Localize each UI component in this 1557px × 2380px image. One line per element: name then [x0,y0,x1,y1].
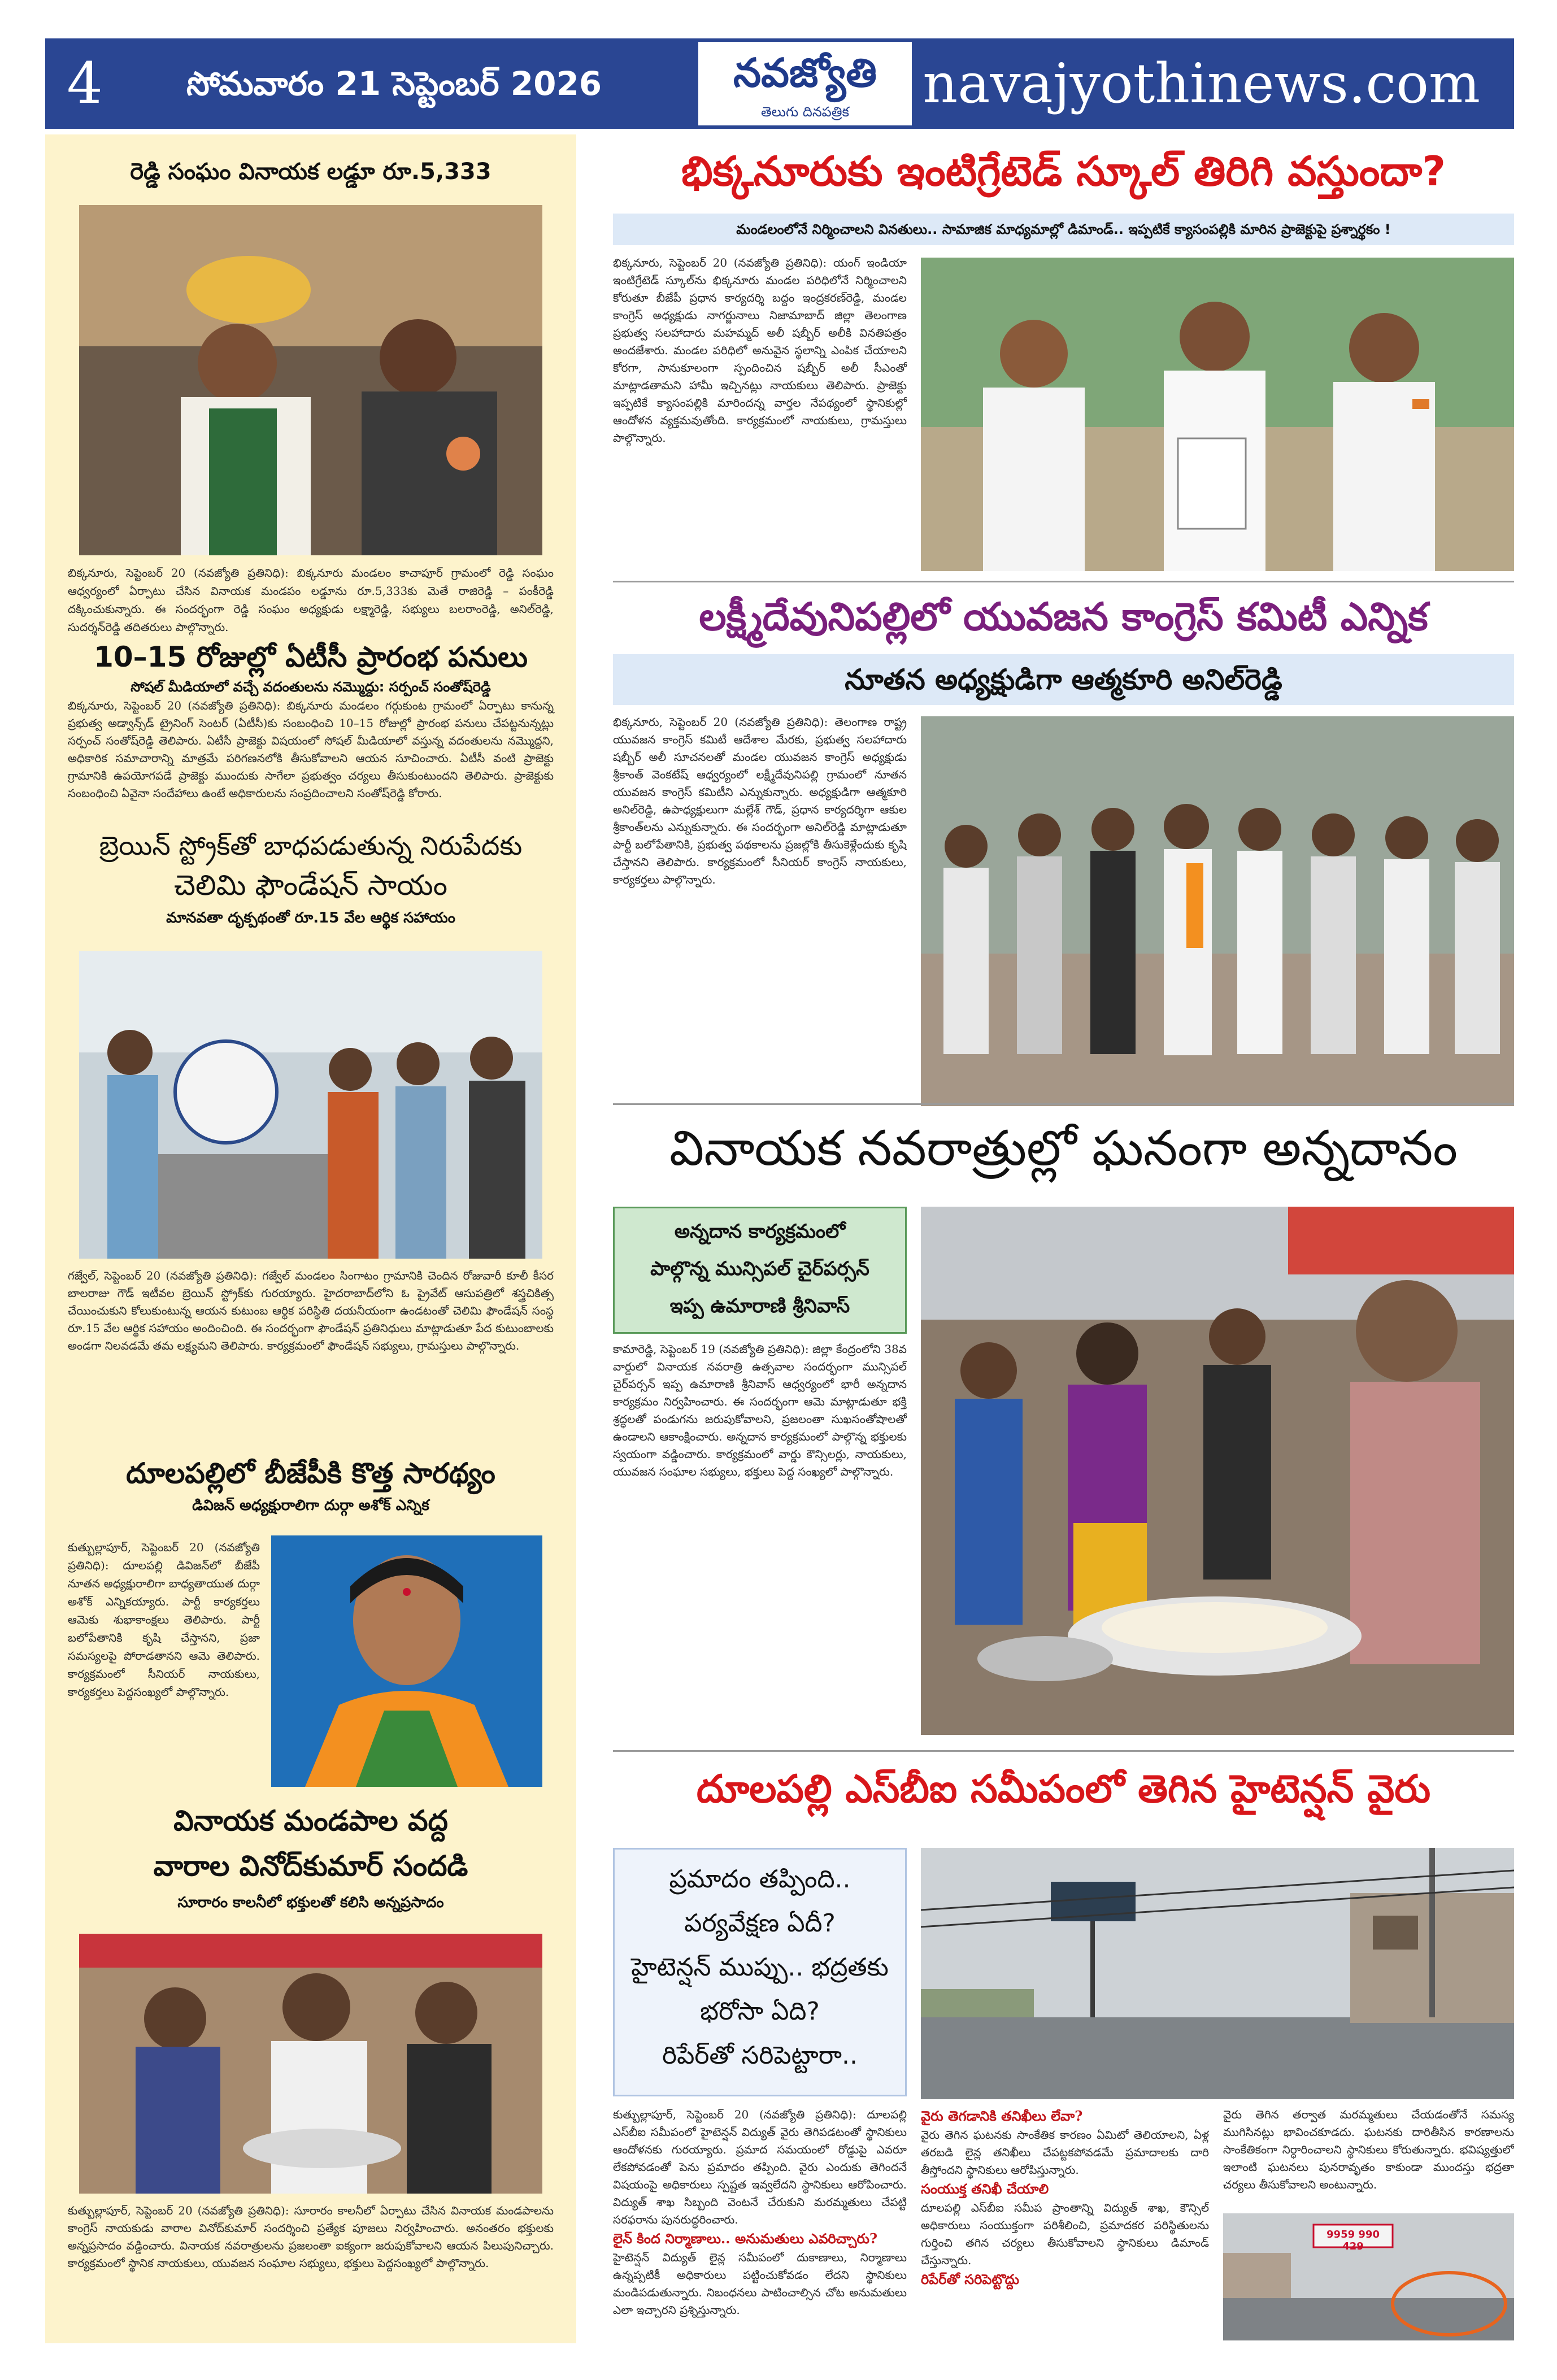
logo-tagline: తెలుగు దినపత్రిక [760,104,850,120]
question-box [613,1848,907,2096]
subhead: సూరారం కాలనీలో భక్తులతో కలిసి అన్నప్రసాదం [177,1894,444,1911]
photo-annadanam-serving [921,1207,1514,1735]
photo-committee-election [921,716,1514,1106]
story-body-part-2 [921,2106,1209,2338]
box-line-3: ఇప్ప ఉమారాణి శ్రీనివాస్ [669,1295,850,1317]
question-line-5: రిపేర్‌తో సరిపెట్టారా.. [662,2041,858,2070]
story-body: కుత్బుల్లాపూర్, సెప్టెంబర్ 20 (నవజ్యోతి ప్రతినిధి): సూరారం కాలనీలో ఏర్పాటు చేసిన వినాయక మండపాలను కాంగ్రెస్ నాయకుడు వారాల వినోద్‌కుమార్ సందర్శించి ప్రత్యేక పూజలు నిర్వహించారు. అనంతరం భక్తులకు అన్నప్రసాదం వడ్డించారు. వినాయక నవరాత్రులను ప్రజలంతా ఐక్యంగా జరుపుకోవాలని ఆయన పిలుపునిచ్చారు. కార్యక్రమంలో స్థానిక నాయకులు, యువజన సంఘాల సభ్యులు, భక్తులు పెద్దసంఖ్యలో పాల్గొన్నారు. [68,2204,554,2270]
body-paragraph: కుత్బుల్లాపూర్, సెప్టెంబర్ 20 (నవజ్యోతి ప్రతినిధి): దూలపల్లి ఎస్‌బీఐ సమీపంలో హైటెన్షన్ విద్యుత్ వైరు తెగిపడటంతో స్థానికులు ఆందోళనకు గురయ్యారు. ప్రమాద సమయంలో రోడ్డుపై ఎవరూ లేకపోవడంతో పెను ప్రమాదం తప్పింది. వైరు ఎందుకు తెగిందనే విషయంపై అధికారులు స్పష్టత ఇవ్వలేదని స్థానికులు ఆరోపించారు. విద్యుత్ శాఖ సిబ్బంది వెంటనే చేరుకుని మరమ్మతులు చేపట్టి సరఫరాను పునరుద్ధరించారు. [613,2108,907,2226]
photo-broken-wire-spot [1223,2213,1514,2340]
headline-annadanam: వినాయక నవరాత్రుల్లో ఘనంగా అన్నదానం [669,1120,1458,1177]
story-body: భిక్కనూరు, సెప్టెంబర్ 20 (నవజ్యోతి ప్రతినిధి): యంగ్ ఇండియా ఇంటిగ్రేటెడ్ స్కూల్‌ను భిక్కనూరు మండల పరిధిలోనే నిర్మించాలని కోరుతూ బీజేపీ ప్రధాన కార్యదర్శి బద్దం ఇంద్రకరణ్‌రెడ్డి, మండల కాంగ్రెస్ అధ్యక్షుడు నాగర్జునాలు నిజామాబాద్ జిల్లా తెలంగాణ ప్రభుత్వ సలహాదారు మహమ్మద్ అలీ షబ్బీర్ అలీకి వినతిపత్రం అందజేశారు. మండల పరిధిలో అనువైన స్థలాన్ని ఎంపిక చేయాలని కోరగా, సానుకూలంగా స్పందించిన షబ్బీర్ అలీ సీఎంతో మాట్లాడతామని హామీ ఇచ్చినట్లు నాయకులు తెలిపారు. ప్రాజెక్టు ఇప్పటికే క్యాసంపల్లికి మారిందన్న వార్తల నేపథ్యంలో స్థానికుల్లో ఆందోళన వ్యక్తమవుతోంది. కార్యక్రమంలో నాయకులు, గ్రామస్తులు పాల్గొన్నారు. [613,256,907,445]
headline-hightension-wire: దూలపల్లి ఎస్‌బీఐ సమీపంలో తెగిన హైటెన్షన్ వైరు [696,1767,1431,1812]
body-paragraph: హైటెన్షన్ విద్యుత్ లైన్ల సమీపంలో దుకాణాలు, నిర్మాణాలు ఉన్నప్పటికీ అధికారులు పట్టించుకోవడం లేదని స్థానికులు మండిపడుతున్నారు. నిబంధనలు పాటించాల్సిన చోట అనుమతులు ఎలా ఇచ్చారని ప్రశ్నిస్తున్నారు. [613,2251,907,2317]
box-line-2: పాల్గొన్న మున్సిపల్ చైర్‌పర్సన్ [650,1258,869,1280]
masthead [45,38,1514,129]
newspaper-logo [695,38,915,129]
issue-date: సోమవారం 21 సెప్టెంబర్ 2026 [186,64,602,103]
story-body: బిక్కనూరు, సెప్టెంబర్ 20 (నవజ్యోతి ప్రతినిధి): బిక్కనూరు మండలం కాచాపూర్ గ్రామంలో రెడ్డి సంఘం ఆధ్వర్యంలో ఏర్పాటు చేసిన వినాయక మండపం లడ్డూను రూ.5,333కు మెతే రాజిరెడ్డి – పంకీరెడ్డి దక్కించుకున్నారు. ఈ సందర్భంగా రెడ్డి సంఘం అధ్యక్షుడు లక్ష్మారెడ్డి, సభ్యులు బలరాంరెడ్డి, అనిల్‌రెడ్డి, సుదర్శన్‌రెడ్డి తదితరులు పాల్గొన్నారు. [68,566,554,634]
headline-line-2: చెలిమి ఫౌండేషన్ సాయం [174,869,447,902]
divider [613,581,1514,582]
body-paragraph: వైరు తెగిన ఘటనకు సాంకేతిక కారణం ఏమిటో తెలియాలని, ఏళ్ల తరబడి లైన్ల తనిఖీలు చేపట్టకపోవడమే ప్రమాదాలకు దారి తీస్తోందని స్థానికులు ఆరోపిస్తున్నారు. [921,2128,1209,2177]
page-number: 4 [67,50,103,116]
story-body: కుత్బుల్లాపూర్, సెప్టెంబర్ 20 (నవజ్యోతి ప్రతినిధి): దూలపల్లి డివిజన్‌లో బీజేపీ నూతన అధ్యక్షురాలిగా బాధ్యతాయుత దుర్గా అశోక్ ఎన్నికయ్యారు. పార్టీ కార్యకర్తలు ఆమెకు శుభాకాంక్షలు తెలిపారు. పార్టీ బలోపేతానికి కృషి చేస్తానని, ప్రజా సమస్యలపై పోరాడతానని ఆమె తెలిపారు. కార్యక్రమంలో సీనియర్ నాయకులు, కార్యకర్తలు పెద్దసంఖ్యలో పాల్గొన్నారు. [68,1541,260,1699]
subhead: సోషల్ మీడియాలో వచ్చే వదంతులను నమ్మొద్దు: సర్పంచ్ సంతోష్‌రెడ్డి [131,679,491,695]
subhead: మానవతా దృక్పథంతో రూ.15 వేల ఆర్థిక సహాయం [166,910,455,926]
annadanam-highlight-box [613,1207,907,1334]
website-url: navajyothinews.com [923,52,1480,115]
logo-title: నవజ్యోతి [733,50,877,96]
headline: దూలపల్లిలో బీజేపీకి కొత్త సారథ్యం [126,1457,495,1490]
subhead: డివిజన్ అధ్యక్షురాలిగా దుర్గా అశోక్ ఎన్నిక [192,1497,429,1514]
story-atc-works [68,637,554,802]
photo-road-hightension-line [921,1848,1514,2099]
subheading-inspections: వైరు తెగడానికి తనిఖీలు లేవా? [921,2108,1083,2124]
subheading-repair: రిపేర్‌తో సరిపెట్టొద్దు [921,2271,1020,2287]
headline: రెడ్డి సంఘం వినాయక లడ్డూ రూ.5,333 [130,159,492,185]
question-line-3: హైటెన్షన్ ముప్పు.. భద్రతకు [631,1953,889,1982]
headline-integrated-school: భిక్కనూరుకు ఇంటిగ్రేటెడ్ స్కూల్ తిరిగి వస్తుందా? [681,147,1446,195]
story-subhead-band: నూతన అధ్యక్షుడిగా ఆత్మకూరి అనిల్‌రెడ్డి [613,654,1514,705]
left-column [45,134,576,2343]
story-body-part-1 [613,2106,907,2338]
story-body: బిక్కనూరు, సెప్టెంబర్ 20 (నవజ్యోతి ప్రతినిధి): బిక్కనూరు మండలం గర్గుకుంట గ్రామంలో ఏర్పాటు కానున్న ప్రభుత్వ అడ్వాన్స్‌డ్ ట్రైనింగ్ సెంటర్ (ఏటీసీ)కు సంబంధించి 10–15 రోజుల్లో ప్రారంభ పనులు చేపట్టనున్నట్లు సర్పంచ్ సంతోష్‌రెడ్డి తెలిపారు. ఏటీసీ ప్రాజెక్టు విషయంలో సోషల్ మీడియాలో వస్తున్న వదంతులను నమ్మొద్దని, అధికారిక సమాచారాన్ని మాత్రమే పరిగణనలోకి తీసుకోవాలని ఆయన సూచించారు. ఏటీసీ వంటి ప్రాజెక్టు గ్రామానికి ఉపయోగపడే ప్రాజెక్టు ముందుకు సాగేలా ప్రభుత్వం చర్యలు తీసుకుంటుందని తెలిపారు. ప్రాజెక్టుకు సంబంధించి ఏవైనా సందేహాలు ఉంటే అధికారులను సంప్రదించాలని సంతోష్‌రెడ్డి కోరారు. [68,699,554,800]
question-line-1: ప్రమాదం తప్పింది.. [669,1865,851,1894]
right-column [613,134,1514,2343]
headline-line-2: వారాల వినోద్‌కుమార్ సందడి [153,1850,468,1882]
headline-line-1: వినాయక మండపాల వద్ద [173,1804,448,1837]
story-body: కామారెడ్డి, సెప్టెంబర్ 19 (నవజ్యోతి ప్రతినిధి): జిల్లా కేంద్రంలోని 38వ వార్డులో వినాయక నవరాత్రి ఉత్సవాల సందర్భంగా మున్సిపల్ చైర్‌పర్సన్ ఇప్ప ఉమారాణి శ్రీనివాస్ ఆధ్వర్యంలో భారీ అన్నదాన కార్యక్రమం నిర్వహించారు. ఈ సందర్భంగా ఆమె మాట్లాడుతూ భక్తి శ్రద్ధలతో పండుగను జరుపుకోవాలని, ప్రజలంతా సుఖసంతోషాలతో ఉండాలని ఆకాంక్షించారు. అన్నదాన కార్యక్రమంలో పాల్గొన్న భక్తులకు స్వయంగా వడ్డించారు. కార్యక్రమంలో వార్డు కౌన్సిలర్లు, నాయకులు, యువజన సంఘాల సభ్యులు, భక్తులు పెద్ద సంఖ్యలో పాల్గొన్నారు. [613,1342,907,1478]
story-vinod-kumar [68,1798,554,1917]
story-subhead-band: మండలంలోనే నిర్మించాలని వినతులు.. సామాజిక మాధ్యమాల్లో డిమాండ్.. ఇప్పటికే క్యాసంపల్లికి మారిన ప్రాజెక్టుపై ప్రశ్నార్థకం ! [613,214,1514,245]
photo-annaprasadam [79,1934,542,2194]
subheading-construction: లైన్ కింద నిర్మాణాలు.. అనుమతులు ఎవరిచ్చారు? [613,2230,878,2247]
box-line-1: అన్నదాన కార్యక్రమంలో [674,1220,846,1243]
divider [613,1750,1514,1752]
headline: 10–15 రోజుల్లో ఏటీసీ ప్రారంభ పనులు [94,641,528,673]
headline-line-1: బ్రెయిన్ స్ట్రోక్‌తో బాధపడుతున్న నిరుపేదకు [99,830,523,861]
headline-youth-congress: లక్ష్మీదేవునిపల్లిలో యువజన కాంగ్రెస్ కమిటీ ఎన్నిక [699,595,1428,639]
story-body: గజ్వేల్, సెప్టెంబర్ 20 (నవజ్యోతి ప్రతినిధి): గజ్వేల్ మండలం సింగాటం గ్రామానికి చెందిన రోజువారీ కూలీ కీసర బాలరాజు గౌడ్ ఇటీవల బ్రెయిన్ స్ట్రోక్‌కు గురయ్యారు. హైదరాబాద్‌లోని ఓ ప్రైవేట్ ఆసుపత్రిలో శస్త్రచికిత్స చేయించుకుని కోలుకుంటున్న ఆయన కుటుంబ ఆర్థిక పరిస్థితి దయనీయంగా ఉండటంతో చెలిమి ఫౌండేషన్ సంస్థ రూ.15 వేల ఆర్థిక సహాయం అందించింది. ఈ సందర్భంగా ఫౌండేషన్ ప్రతినిధులు మాట్లాడుతూ పేద కుటుంబాలకు అండగా నిలవడమే తమ లక్ష్యమని తెలిపారు. కార్యక్రమంలో ఫౌండేషన్ సభ్యులు, గ్రామస్తులు పాల్గొన్నారు. [68,1269,554,1352]
story-body-part-3: వైరు తెగిన తర్వాత మరమ్మతులు చేయడంతోనే సమస్య ముగిసినట్లు భావించకూడదు. ఘటనకు దారితీసిన కారణాలను సాంకేతికంగా నిర్ధారించాలని స్థానికులు కోరుతున్నారు. భవిష్యత్తులో ఇలాంటి ఘటనలు పునరావృతం కాకుండా ముందస్తు భద్రతా చర్యలు తీసుకోవాలని అంటున్నారు. [1223,2108,1514,2191]
photo-memorandum-submission [921,258,1514,571]
question-line-2: పర్యవేక్షణ ఏదీ? [684,1909,836,1938]
body-paragraph: దూలపల్లి ఎస్‌బీఐ సమీప ప్రాంతాన్ని విద్యుత్ శాఖ, కౌన్సిల్ అధికారులు సంయుక్తంగా పరిశీలించి, ప్రమాదకర పరిస్థితులను గుర్తించి తగిన చర్యలు తీసుకోవాలని స్థానికులు డిమాండ్ చేస్తున్నారు. [921,2201,1209,2267]
photo-sign-number: 9959 990 429 [1327,2229,1380,2252]
photo-durga-ashok-portrait [271,1535,542,1787]
subheading-joint-inspection: సంయుక్త తనిఖీ చేయాలి [921,2181,1049,2197]
photo-laddu-auction [79,205,542,555]
story-bjp-dulapally [68,1454,554,1518]
photo-foundation-aid [79,951,542,1259]
divider [613,1103,1514,1105]
question-line-4: భరోసా ఏది? [700,1997,820,2026]
story-chelimi-foundation [68,826,554,930]
story-reddy-laddu [68,155,554,189]
story-body: భిక్కనూరు, సెప్టెంబర్ 20 (నవజ్యోతి ప్రతినిధి): తెలంగాణ రాష్ట్ర యువజన కాంగ్రెస్ కమిటీ ఆదేశాల మేరకు, ప్రభుత్వ సలహాదారు షబ్బీర్ అలీ సూచనలతో మండల యువజన కాంగ్రెస్ అధ్యక్షుడు శ్రీకాంత్ వెంకటేష్ ఆధ్వర్యంలో లక్ష్మీదేవునిపల్లి గ్రామంలో నూతన యువజన కాంగ్రెస్ కమిటీని ఎన్నుకున్నారు. అధ్యక్షుడిగా ఆత్మకూరి అనిల్‌రెడ్డి, ఉపాధ్యక్షులుగా మల్లేశ్ గౌడ్, ప్రధాన కార్యదర్శిగా ఆకుల శ్రీకాంత్‌లను ఎన్నుకున్నారు. ఈ సందర్భంగా అనిల్‌రెడ్డి మాట్లాడుతూ పార్టీ బలోపేతానికి, ప్రభుత్వ పథకాలను ప్రజల్లోకి తీసుకెళ్లేందుకు కృషి చేస్తానని తెలిపారు. కార్యక్రమంలో సీనియర్ కాంగ్రెస్ నాయకులు, కార్యకర్తలు పాల్గొన్నారు. [613,715,907,886]
